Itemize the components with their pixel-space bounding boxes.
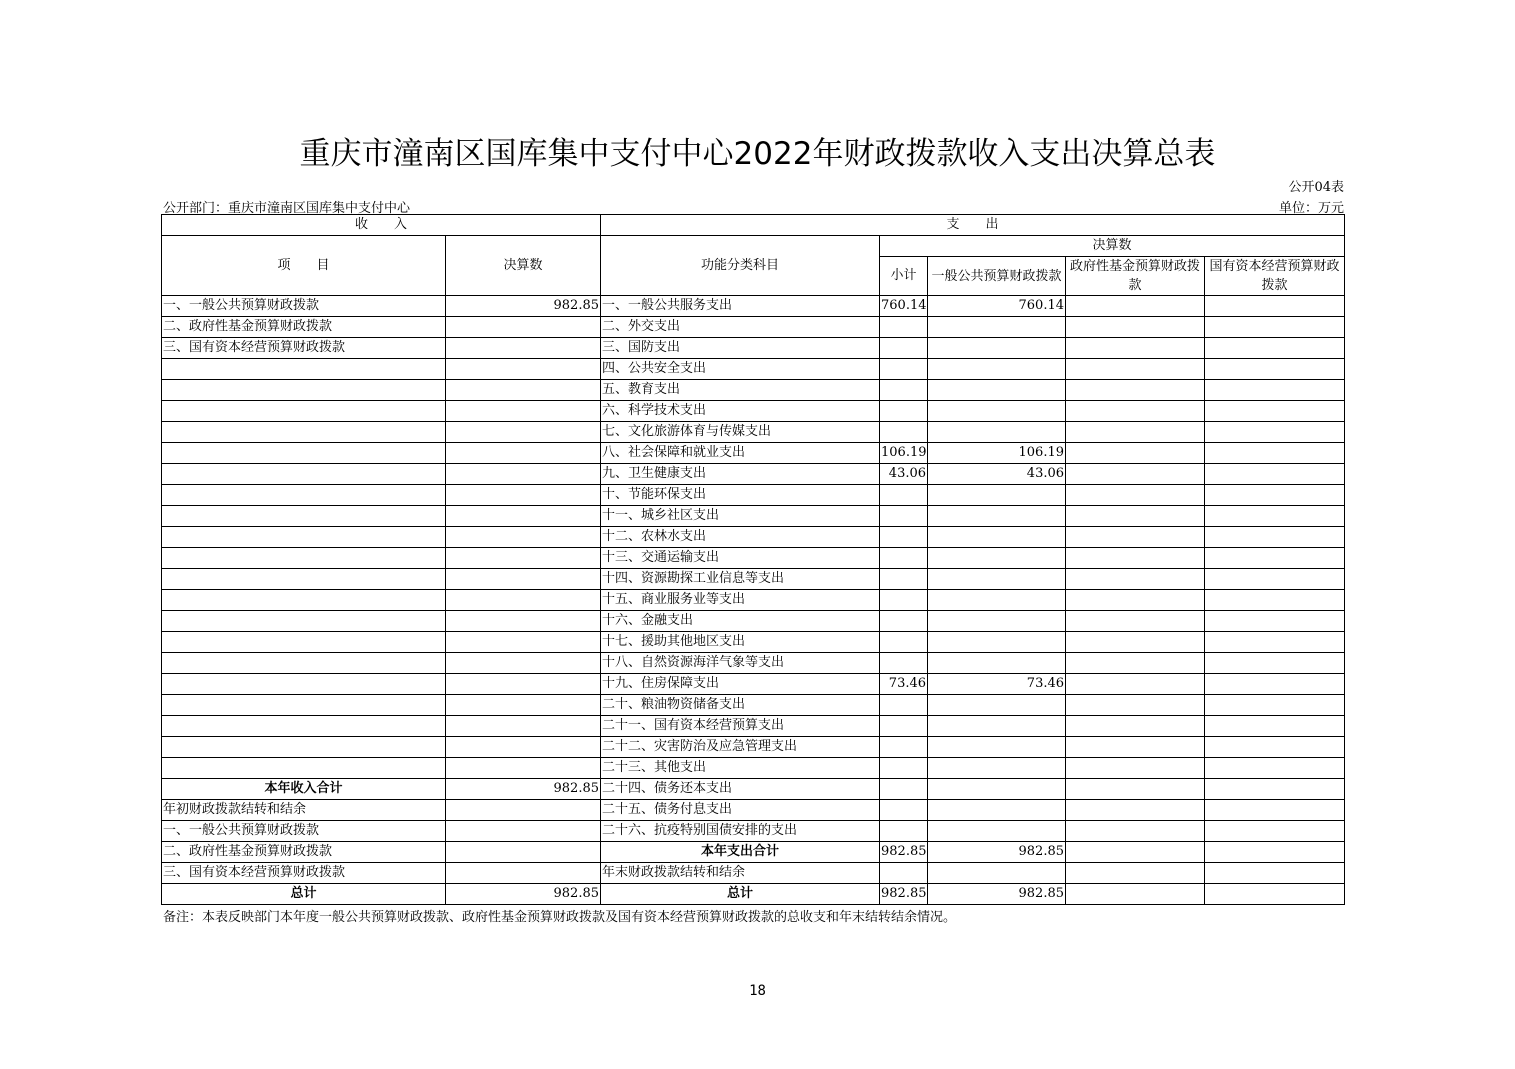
income-item-cell: [162, 527, 446, 548]
gov-fund-cell: [1066, 653, 1205, 674]
table-row: [162, 737, 1345, 758]
table-row: [162, 716, 1345, 737]
subtotal-cell: [880, 338, 928, 359]
general-budget-cell: [928, 821, 1066, 842]
general-budget-cell: [928, 863, 1066, 884]
gov-fund-cell: [1066, 821, 1205, 842]
table-row: [162, 590, 1345, 611]
general-budget-cell: 106.19: [928, 443, 1066, 464]
subtotal-cell: [880, 590, 928, 611]
table-row: [162, 674, 1345, 695]
state-capital-cell: [1205, 863, 1345, 884]
income-item-cell: [162, 548, 446, 569]
expense-item-cell: 十二、农林水支出: [601, 527, 880, 548]
expense-item-cell: 十六、金融支出: [601, 611, 880, 632]
general-budget-cell: [928, 527, 1066, 548]
general-budget-header: 一般公共预算财政拨款: [928, 257, 1066, 296]
general-budget-cell: [928, 716, 1066, 737]
income-item-cell: [162, 590, 446, 611]
income-amount-cell: [446, 485, 601, 506]
expense-item-cell: 十四、资源勘探工业信息等支出: [601, 569, 880, 590]
general-budget-cell: [928, 338, 1066, 359]
general-budget-cell: [928, 380, 1066, 401]
income-amount-cell: [446, 443, 601, 464]
gov-fund-cell: [1066, 485, 1205, 506]
table-row: [162, 884, 1345, 905]
gov-fund-cell: [1066, 464, 1205, 485]
state-capital-cell: [1205, 758, 1345, 779]
income-item-cell: [162, 485, 446, 506]
income-item-cell: 本年收入合计: [162, 779, 446, 800]
expense-item-cell: 二十六、抗疫特别国债安排的支出: [601, 821, 880, 842]
income-amount-cell: [446, 821, 601, 842]
state-capital-cell: [1205, 401, 1345, 422]
income-item-cell: [162, 359, 446, 380]
table-row: [162, 569, 1345, 590]
income-amount-cell: [446, 737, 601, 758]
expense-item-cell: 二十二、灾害防治及应急管理支出: [601, 737, 880, 758]
subtotal-cell: [880, 695, 928, 716]
expense-item-cell: 六、科学技术支出: [601, 401, 880, 422]
income-amount-cell: [446, 716, 601, 737]
form-number: 公开04表: [1288, 180, 1344, 195]
state-capital-cell: [1205, 611, 1345, 632]
budget-table: [161, 214, 1345, 905]
state-capital-cell: [1205, 695, 1345, 716]
final-amount-header: 决算数: [880, 236, 1345, 257]
gov-fund-cell: [1066, 401, 1205, 422]
income-item-cell: 一、一般公共预算财政拨款: [162, 821, 446, 842]
gov-fund-cell: [1066, 569, 1205, 590]
income-item-cell: [162, 737, 446, 758]
state-capital-cell: [1205, 548, 1345, 569]
income-amount-cell: [446, 317, 601, 338]
state-capital-cell: [1205, 737, 1345, 758]
table-row: [162, 401, 1345, 422]
subtotal-cell: 43.06: [880, 464, 928, 485]
gov-fund-cell: [1066, 380, 1205, 401]
income-amount-cell: [446, 611, 601, 632]
table-row: [162, 380, 1345, 401]
income-item-cell: [162, 464, 446, 485]
subtotal-cell: 982.85: [880, 884, 928, 905]
gov-fund-cell: [1066, 737, 1205, 758]
gov-fund-cell: [1066, 422, 1205, 443]
table-row: [162, 800, 1345, 821]
income-amount-cell: [446, 590, 601, 611]
gov-fund-cell: [1066, 590, 1205, 611]
table-row: [162, 653, 1345, 674]
state-capital-cell: [1205, 422, 1345, 443]
income-amount-cell: [446, 527, 601, 548]
gov-fund-cell: [1066, 506, 1205, 527]
state-capital-cell: [1205, 380, 1345, 401]
income-amount-cell: [446, 548, 601, 569]
subtotal-cell: [880, 569, 928, 590]
table-row: [162, 821, 1345, 842]
table-row: [162, 548, 1345, 569]
state-capital-cell: [1205, 800, 1345, 821]
income-amount-cell: 982.85: [446, 884, 601, 905]
general-budget-cell: [928, 800, 1066, 821]
expense-item-cell: 十、节能环保支出: [601, 485, 880, 506]
state-capital-cell: [1205, 506, 1345, 527]
income-amount-cell: [446, 464, 601, 485]
income-item-cell: [162, 632, 446, 653]
income-item-cell: 年初财政拨款结转和结余: [162, 800, 446, 821]
expense-item-cell: 十八、自然资源海洋气象等支出: [601, 653, 880, 674]
state-capital-header: 国有资本经营预算财政拨款: [1205, 257, 1345, 296]
gov-fund-header: 政府性基金预算财政拨款: [1066, 257, 1205, 296]
department-label: 公开部门：重庆市潼南区国库集中支付中心: [163, 201, 411, 216]
expense-item-cell: 十七、援助其他地区支出: [601, 632, 880, 653]
state-capital-cell: [1205, 359, 1345, 380]
subtotal-cell: [880, 317, 928, 338]
income-item-cell: [162, 506, 446, 527]
subtotal-cell: 73.46: [880, 674, 928, 695]
table-row: [162, 842, 1345, 863]
expense-item-cell: 二、外交支出: [601, 317, 880, 338]
income-item-cell: 三、国有资本经营预算财政拨款: [162, 863, 446, 884]
state-capital-cell: [1205, 590, 1345, 611]
income-item-cell: [162, 380, 446, 401]
gov-fund-cell: [1066, 548, 1205, 569]
income-amount-cell: [446, 422, 601, 443]
table-row: [162, 296, 1345, 317]
income-amount-cell: [446, 632, 601, 653]
state-capital-cell: [1205, 464, 1345, 485]
income-item-cell: [162, 674, 446, 695]
income-amount-cell: [446, 695, 601, 716]
table-note: 备注：本表反映部门本年度一般公共预算财政拨款、政府性基金预算财政拨款及国有资本经营预算财政拨款的总收支和年末结转结余情况。: [163, 910, 957, 925]
state-capital-cell: [1205, 338, 1345, 359]
subtotal-cell: [880, 506, 928, 527]
general-budget-cell: [928, 422, 1066, 443]
table-row: [162, 443, 1345, 464]
state-capital-cell: [1205, 296, 1345, 317]
subtotal-cell: [880, 800, 928, 821]
subtotal-cell: [880, 422, 928, 443]
income-amount-cell: 982.85: [446, 296, 601, 317]
state-capital-cell: [1205, 527, 1345, 548]
expense-item-cell: 九、卫生健康支出: [601, 464, 880, 485]
income-item-cell: [162, 611, 446, 632]
income-amount-cell: [446, 506, 601, 527]
income-item-cell: [162, 569, 446, 590]
table-row: [162, 422, 1345, 443]
income-amount-cell: [446, 863, 601, 884]
state-capital-cell: [1205, 632, 1345, 653]
general-budget-cell: [928, 611, 1066, 632]
income-item-cell: [162, 422, 446, 443]
gov-fund-cell: [1066, 527, 1205, 548]
table-row: [162, 527, 1345, 548]
income-amount-cell: [446, 401, 601, 422]
gov-fund-cell: [1066, 611, 1205, 632]
table-row: [162, 863, 1345, 884]
state-capital-cell: [1205, 821, 1345, 842]
general-budget-cell: 982.85: [928, 842, 1066, 863]
subtotal-cell: [880, 548, 928, 569]
gov-fund-cell: [1066, 359, 1205, 380]
expense-item-cell: 五、教育支出: [601, 380, 880, 401]
subtotal-cell: [880, 737, 928, 758]
income-item-cell: 总计: [162, 884, 446, 905]
subtotal-cell: 106.19: [880, 443, 928, 464]
table-row: [162, 506, 1345, 527]
income-amount-cell: [446, 674, 601, 695]
item-header: 项 目: [162, 236, 446, 296]
general-budget-cell: 982.85: [928, 884, 1066, 905]
income-amount-cell: [446, 800, 601, 821]
general-budget-cell: 760.14: [928, 296, 1066, 317]
state-capital-cell: [1205, 779, 1345, 800]
general-budget-cell: [928, 317, 1066, 338]
general-budget-cell: [928, 758, 1066, 779]
general-budget-cell: 73.46: [928, 674, 1066, 695]
expense-item-cell: 十五、商业服务业等支出: [601, 590, 880, 611]
table-row: [162, 779, 1345, 800]
gov-fund-cell: [1066, 338, 1205, 359]
expense-item-cell: 一、一般公共服务支出: [601, 296, 880, 317]
general-budget-cell: 43.06: [928, 464, 1066, 485]
table-body: [162, 296, 1345, 905]
state-capital-cell: [1205, 443, 1345, 464]
gov-fund-cell: [1066, 779, 1205, 800]
subtotal-cell: [880, 611, 928, 632]
general-budget-cell: [928, 569, 1066, 590]
subtotal-cell: [880, 485, 928, 506]
expense-item-cell: 二十四、债务还本支出: [601, 779, 880, 800]
income-amount-cell: [446, 569, 601, 590]
income-item-cell: 一、一般公共预算财政拨款: [162, 296, 446, 317]
state-capital-cell: [1205, 317, 1345, 338]
state-capital-cell: [1205, 716, 1345, 737]
expense-item-cell: 年末财政拨款结转和结余: [601, 863, 880, 884]
general-budget-cell: [928, 632, 1066, 653]
income-item-cell: [162, 716, 446, 737]
expense-item-cell: 四、公共安全支出: [601, 359, 880, 380]
subtotal-cell: [880, 863, 928, 884]
subtotal-cell: [880, 359, 928, 380]
income-amount-cell: [446, 842, 601, 863]
state-capital-cell: [1205, 653, 1345, 674]
gov-fund-cell: [1066, 443, 1205, 464]
table-row: [162, 359, 1345, 380]
expense-item-cell: 七、文化旅游体育与传媒支出: [601, 422, 880, 443]
gov-fund-cell: [1066, 296, 1205, 317]
general-budget-cell: [928, 359, 1066, 380]
state-capital-cell: [1205, 842, 1345, 863]
expense-item-cell: 十一、城乡社区支出: [601, 506, 880, 527]
income-header: 收 入: [162, 215, 601, 236]
table-row: [162, 695, 1345, 716]
subtotal-cell: [880, 779, 928, 800]
income-amount-cell: [446, 338, 601, 359]
income-item-cell: [162, 443, 446, 464]
income-amount-cell: [446, 758, 601, 779]
subtotal-header: 小计: [880, 257, 928, 296]
expense-item-cell: 本年支出合计: [601, 842, 880, 863]
subtotal-cell: [880, 758, 928, 779]
gov-fund-cell: [1066, 884, 1205, 905]
general-budget-cell: [928, 485, 1066, 506]
income-amount-cell: [446, 653, 601, 674]
subtotal-cell: [880, 527, 928, 548]
income-item-cell: 三、国有资本经营预算财政拨款: [162, 338, 446, 359]
gov-fund-cell: [1066, 695, 1205, 716]
general-budget-cell: [928, 401, 1066, 422]
gov-fund-cell: [1066, 842, 1205, 863]
unit-label: 单位：万元: [1278, 201, 1344, 216]
income-item-cell: [162, 758, 446, 779]
expense-item-cell: 二十三、其他支出: [601, 758, 880, 779]
gov-fund-cell: [1066, 632, 1205, 653]
general-budget-cell: [928, 548, 1066, 569]
amount-header: 决算数: [446, 236, 601, 296]
expense-item-cell: 八、社会保障和就业支出: [601, 443, 880, 464]
expense-item-cell: 十九、住房保障支出: [601, 674, 880, 695]
page-number: 18: [749, 983, 766, 999]
gov-fund-cell: [1066, 674, 1205, 695]
gov-fund-cell: [1066, 758, 1205, 779]
expense-item-cell: 二十五、债务付息支出: [601, 800, 880, 821]
expense-item-cell: 总计: [601, 884, 880, 905]
subtotal-cell: [880, 632, 928, 653]
expense-item-cell: 二十一、国有资本经营预算支出: [601, 716, 880, 737]
general-budget-cell: [928, 506, 1066, 527]
expense-item-cell: 十三、交通运输支出: [601, 548, 880, 569]
table-row: [162, 317, 1345, 338]
general-budget-cell: [928, 779, 1066, 800]
general-budget-cell: [928, 590, 1066, 611]
table-row: [162, 338, 1345, 359]
state-capital-cell: [1205, 674, 1345, 695]
subtotal-cell: 982.85: [880, 842, 928, 863]
page-title: 重庆市潼南区国库集中支付中心2022年财政拨款收入支出决算总表: [299, 136, 1216, 172]
expense-item-cell: 三、国防支出: [601, 338, 880, 359]
state-capital-cell: [1205, 485, 1345, 506]
subtotal-cell: [880, 716, 928, 737]
gov-fund-cell: [1066, 863, 1205, 884]
table-row: [162, 485, 1345, 506]
income-amount-cell: [446, 359, 601, 380]
subtotal-cell: [880, 821, 928, 842]
state-capital-cell: [1205, 884, 1345, 905]
income-amount-cell: [446, 380, 601, 401]
subtotal-cell: [880, 380, 928, 401]
income-item-cell: 二、政府性基金预算财政拨款: [162, 842, 446, 863]
gov-fund-cell: [1066, 800, 1205, 821]
table-row: [162, 611, 1345, 632]
subtotal-cell: [880, 401, 928, 422]
expense-header: 支 出: [601, 215, 1345, 236]
table-row: [162, 632, 1345, 653]
gov-fund-cell: [1066, 716, 1205, 737]
income-item-cell: 二、政府性基金预算财政拨款: [162, 317, 446, 338]
income-item-cell: [162, 695, 446, 716]
general-budget-cell: [928, 695, 1066, 716]
subtotal-cell: [880, 653, 928, 674]
income-item-cell: [162, 653, 446, 674]
gov-fund-cell: [1066, 317, 1205, 338]
function-category-header: 功能分类科目: [601, 236, 880, 296]
table-row: [162, 758, 1345, 779]
expense-item-cell: 二十、粮油物资储备支出: [601, 695, 880, 716]
table-row: [162, 464, 1345, 485]
income-amount-cell: 982.85: [446, 779, 601, 800]
subtotal-cell: 760.14: [880, 296, 928, 317]
general-budget-cell: [928, 653, 1066, 674]
income-item-cell: [162, 401, 446, 422]
state-capital-cell: [1205, 569, 1345, 590]
general-budget-cell: [928, 737, 1066, 758]
